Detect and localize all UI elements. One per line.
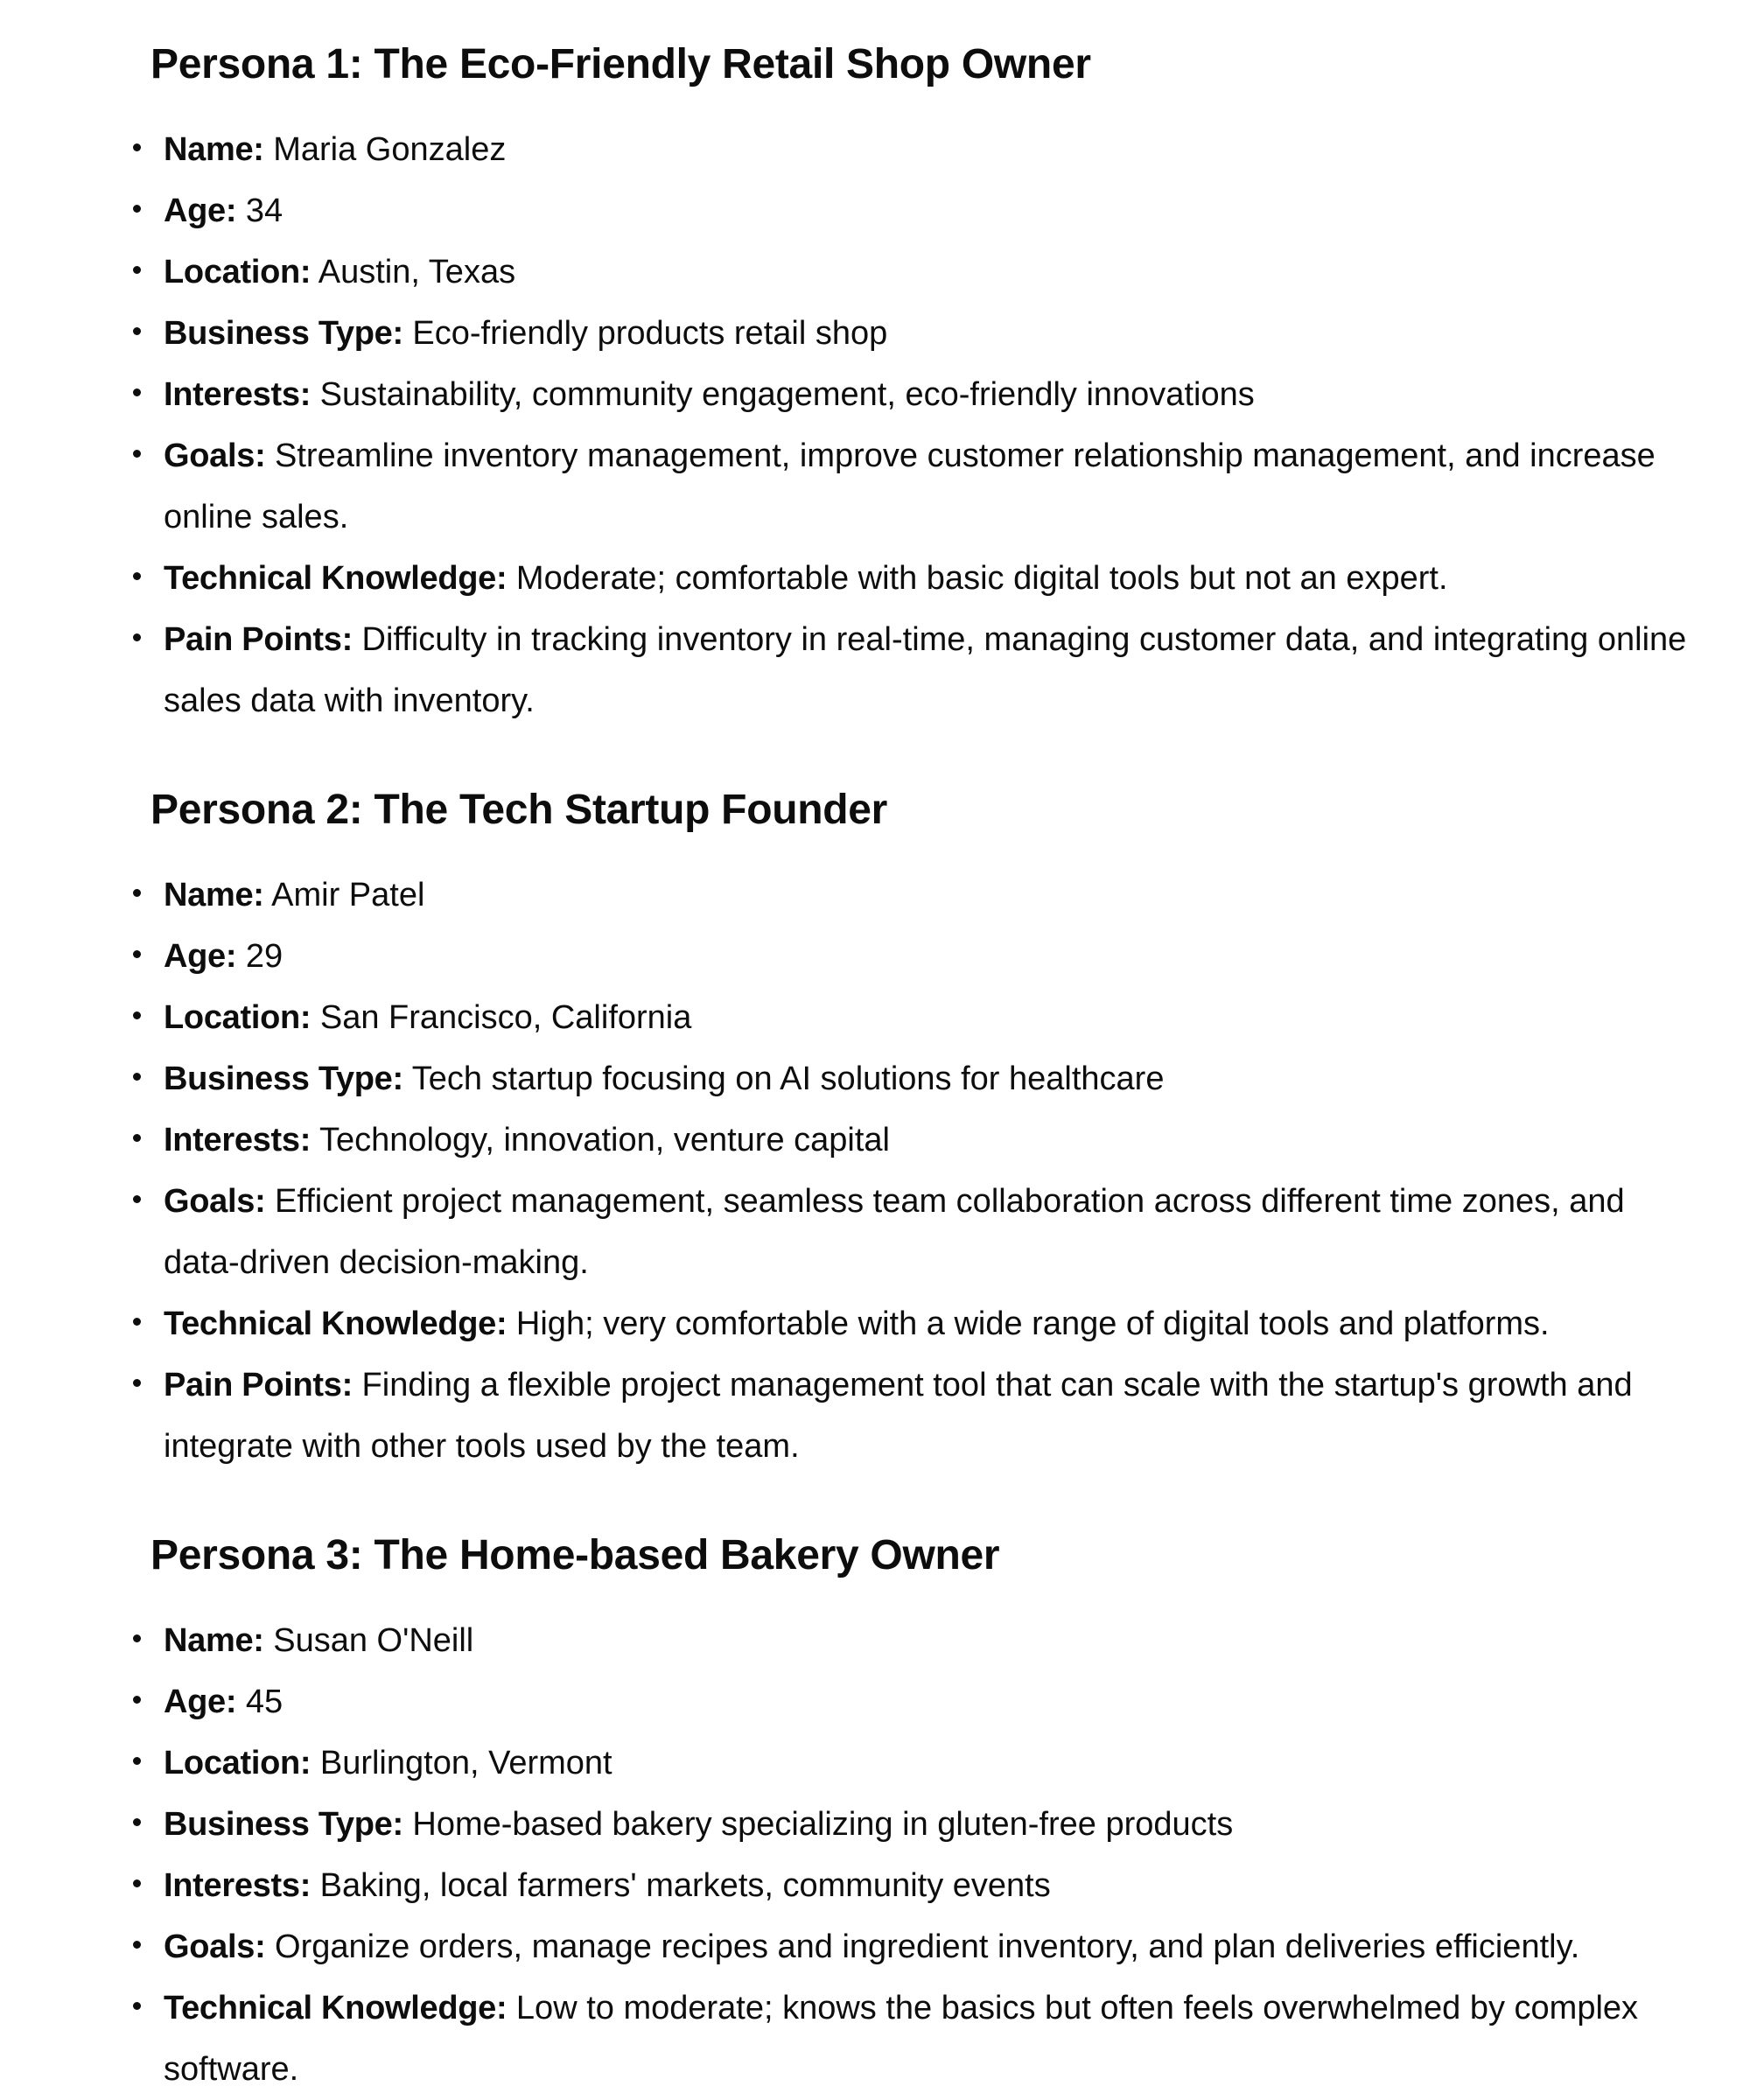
persona-3-title: Persona 3: The Home-based Bakery Owner: [150, 1532, 1000, 1578]
attribute-label: Goals:: [164, 1928, 266, 1965]
attribute-label: Location:: [164, 254, 312, 290]
attribute-value: Home-based bakery specializing in gluten-free products: [412, 1806, 1234, 1843]
bullet-icon: [133, 1634, 141, 1642]
attribute-label: Technical Knowledge:: [164, 1990, 508, 2026]
persona-1-location-item: [0, 242, 1695, 303]
bullet-icon: [133, 1696, 141, 1704]
bullet-icon: [133, 634, 141, 641]
attribute-label: Location:: [164, 999, 312, 1036]
attribute-label: Business Type:: [164, 315, 403, 352]
persona-2-goals-item: [0, 1171, 1695, 1293]
persona-3-age-item: [0, 1671, 1695, 1732]
attribute-value: Finding a flexible project management tool that can scale with the startup's growth and integrate with other tools used by the team.: [164, 1367, 1633, 1465]
persona-2-interests-item: [0, 1110, 1695, 1171]
attribute-label: Technical Knowledge:: [164, 560, 508, 597]
attribute-value: 45: [245, 1684, 284, 1720]
bullet-icon: [133, 1073, 141, 1081]
attribute-label: Interests:: [164, 1122, 312, 1158]
attribute-value: Difficulty in tracking inventory in real-time, managing customer data, and integrating online sales data with inventory.: [164, 621, 1687, 719]
attribute-label: Business Type:: [164, 1806, 403, 1843]
persona-1-pain-points-item: [0, 609, 1695, 732]
attribute-label: Interests:: [164, 376, 312, 413]
bullet-icon: [133, 950, 141, 958]
bullet-icon: [133, 2002, 141, 2010]
attribute-label: Goals:: [164, 1183, 266, 1220]
attribute-value: 34: [245, 192, 284, 229]
bullet-icon: [133, 388, 141, 396]
attribute-value: Maria Gonzalez: [273, 131, 507, 168]
persona-3-business-type-item: [0, 1794, 1695, 1855]
attribute-value: Burlington, Vermont: [319, 1745, 612, 1782]
attribute-value: 29: [245, 938, 284, 975]
persona-1-name-item: [0, 119, 1695, 180]
persona-3-attribute-list: [0, 1610, 1750, 2100]
attribute-value: Technology, innovation, venture capital: [318, 1122, 890, 1158]
bullet-icon: [133, 144, 141, 151]
attribute-label: Age:: [164, 1684, 237, 1720]
bullet-icon: [133, 1195, 141, 1203]
attribute-label: Name:: [164, 877, 264, 914]
bullet-icon: [133, 572, 141, 580]
bullet-icon: [133, 327, 141, 335]
attribute-value: Amir Patel: [271, 877, 425, 914]
bullet-icon: [133, 1757, 141, 1765]
persona-2-business-type-item: [0, 1048, 1695, 1110]
persona-3-name-item: [0, 1610, 1695, 1671]
attribute-value: Baking, local farmers' markets, community events: [319, 1867, 1051, 1904]
bullet-icon: [133, 1880, 141, 1887]
attribute-value: Austin, Texas: [318, 254, 516, 290]
bullet-icon: [133, 1318, 141, 1326]
persona-2-location-item: [0, 987, 1695, 1048]
attribute-label: Name:: [164, 131, 264, 168]
persona-3-technical-knowledge-item: [0, 1978, 1695, 2100]
persona-1-technical-knowledge-item: [0, 548, 1695, 609]
bullet-icon: [133, 1379, 141, 1387]
attribute-label: Name:: [164, 1622, 264, 1659]
attribute-value: Eco-friendly products retail shop: [412, 315, 888, 352]
attribute-value: Efficient project management, seamless team collaboration across different time zones, and data-driven decision-making.: [164, 1183, 1625, 1281]
persona-2-technical-knowledge-item: [0, 1293, 1695, 1354]
persona-1-interests-item: [0, 364, 1695, 425]
attribute-value: San Francisco, California: [319, 999, 692, 1036]
attribute-value: Organize orders, manage recipes and ingredient inventory, and plan deliveries efficiently.: [275, 1928, 1580, 1965]
attribute-label: Goals:: [164, 438, 266, 474]
bullet-icon: [133, 1941, 141, 1949]
persona-2-attribute-list: [0, 864, 1750, 1477]
bullet-icon: [133, 205, 141, 213]
persona-2-name-item: [0, 864, 1695, 926]
attribute-label: Technical Knowledge:: [164, 1306, 508, 1342]
persona-2-pain-points-item: [0, 1354, 1695, 1477]
bullet-icon: [133, 266, 141, 274]
attribute-value: Sustainability, community engagement, eco-friendly innovations: [319, 376, 1255, 413]
bullet-icon: [133, 1012, 141, 1019]
persona-1-business-type-item: [0, 303, 1695, 364]
persona-1-title: Persona 1: The Eco-Friendly Retail Shop Owner: [150, 41, 1091, 88]
bullet-icon: [133, 1818, 141, 1826]
attribute-value: Streamline inventory management, improve customer relationship management, and increase online sales.: [164, 438, 1656, 536]
attribute-label: Pain Points:: [164, 621, 353, 658]
persona-1-goals-item: [0, 425, 1695, 548]
persona-2-age-item: [0, 926, 1695, 987]
persona-3-location-item: [0, 1732, 1695, 1794]
bullet-icon: [133, 1134, 141, 1142]
attribute-label: Age:: [164, 938, 237, 975]
attribute-value: High; very comfortable with a wide range of digital tools and platforms.: [515, 1306, 1550, 1342]
persona-3-goals-item: [0, 1916, 1695, 1978]
attribute-value: Moderate; comfortable with basic digital tools but not an expert.: [515, 560, 1448, 597]
persona-3-interests-item: [0, 1855, 1695, 1916]
attribute-label: Interests:: [164, 1867, 312, 1904]
persona-1-age-item: [0, 180, 1695, 242]
attribute-value: Susan O'Neill: [273, 1622, 474, 1659]
attribute-label: Business Type:: [164, 1060, 403, 1097]
attribute-value: Low to moderate; knows the basics but often feels overwhelmed by complex software.: [164, 1990, 1639, 2088]
attribute-label: Location:: [164, 1745, 312, 1782]
bullet-icon: [133, 450, 141, 458]
attribute-label: Age:: [164, 192, 237, 229]
bullet-icon: [133, 889, 141, 897]
attribute-value: Tech startup focusing on AI solutions for healthcare: [411, 1060, 1165, 1097]
attribute-label: Pain Points:: [164, 1367, 353, 1404]
persona-2-title: Persona 2: The Tech Startup Founder: [150, 787, 888, 833]
persona-1-attribute-list: [0, 119, 1750, 732]
